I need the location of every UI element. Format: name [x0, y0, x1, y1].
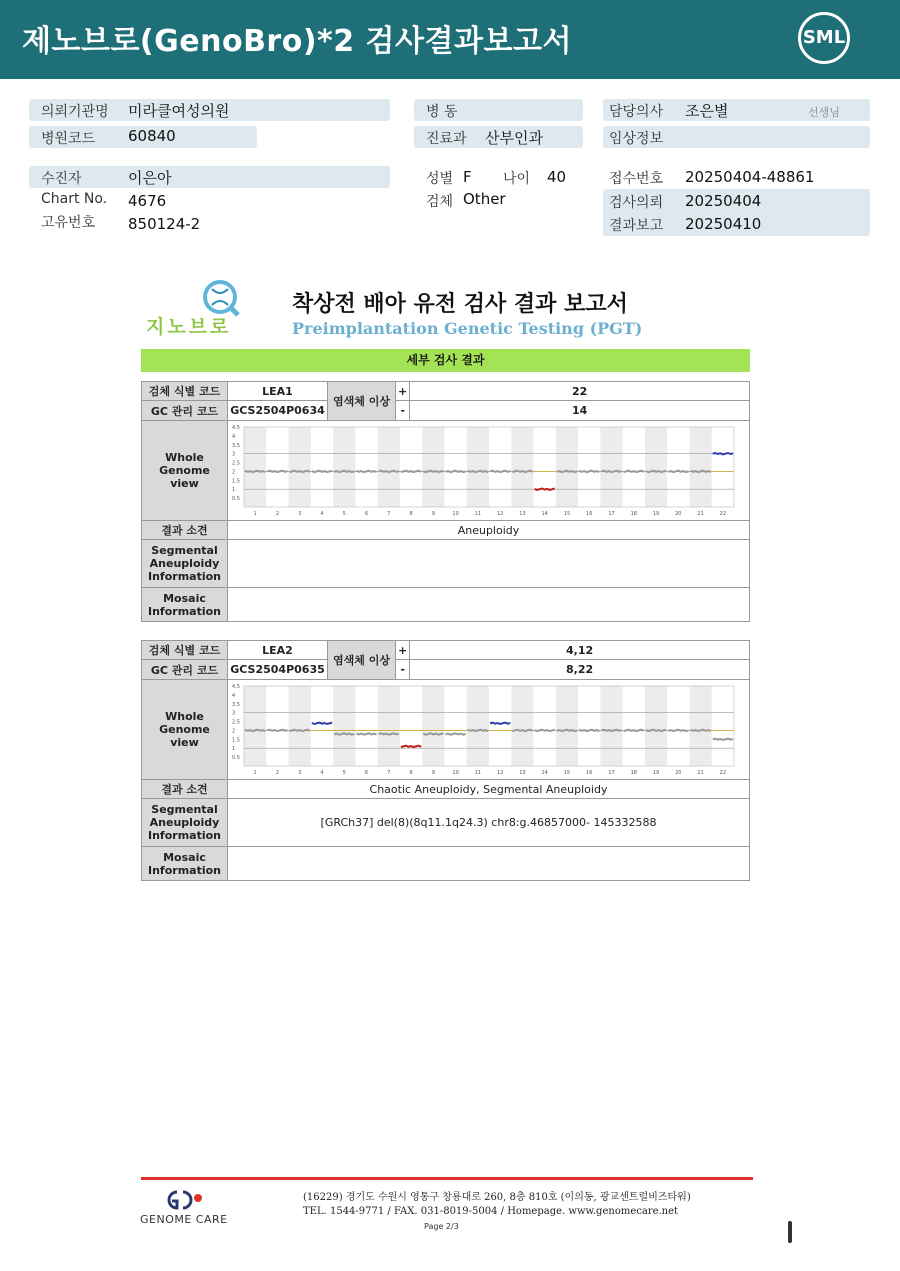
chart-no-value: 4676 [128, 192, 167, 210]
normal-segment [356, 471, 376, 472]
normal-segment [467, 730, 487, 731]
sample-table-1 [141, 381, 750, 622]
address-line: (16229) 경기도 수원시 영통구 창룡대로 260, 8층 810호 (이의동, 광교센트럴비즈타워) [303, 1192, 691, 1203]
result-value: Aneuploidy [228, 521, 750, 540]
y-tick-label: 1 [231, 746, 235, 753]
y-tick-label: 0.5 [231, 496, 240, 503]
chart-no-label: Chart No. [41, 191, 108, 207]
chromosome-label: 1 [253, 770, 257, 776]
specimen-code-value: LEA1 [228, 382, 328, 401]
sample-table-2 [141, 640, 750, 881]
normal-segment [289, 730, 309, 731]
y-tick-label: 4 [231, 433, 235, 440]
chromosome-band [511, 427, 533, 507]
chromosome-band [511, 686, 533, 766]
mosaic-label: Mosaic Information [142, 847, 228, 881]
ward-label: 병 동 [426, 104, 458, 120]
y-tick-label: 2.5 [231, 460, 240, 467]
mosaic-label: Mosaic Information [142, 588, 228, 622]
doctor-label: 담당의사 [609, 104, 664, 120]
chromosome-label: 16 [585, 511, 592, 517]
y-tick-label: 3.5 [231, 442, 240, 449]
specimen-label: 검체 [426, 194, 454, 210]
gc-code-label: GC 관리 코드 [142, 401, 228, 421]
chromosome-label: 2 [275, 770, 279, 776]
chromosome-band [555, 427, 577, 507]
department-label: 진료과 [426, 131, 467, 147]
y-tick-label: 3 [231, 451, 235, 458]
contact-line: TEL. 1544-9771 / FAX. 031-8019-5004 / Homepage. www.genomecare.net [303, 1206, 679, 1217]
page-number: Page 2/3 [424, 1222, 459, 1231]
whole-genome-label: Whole Genome view [142, 421, 228, 521]
chromosome-band [377, 427, 399, 507]
normal-segment [445, 733, 465, 734]
chromosome-label: 20 [674, 511, 682, 517]
normal-segment [356, 733, 376, 734]
result-label: 결과 소견 [142, 780, 228, 799]
scroll-marker [788, 1221, 792, 1243]
clinical-label: 임상정보 [609, 131, 664, 147]
chromosome-band [600, 686, 622, 766]
loss-value: 14 [410, 401, 750, 421]
y-tick-label: 4 [231, 692, 235, 699]
report-date-value: 20250410 [685, 215, 762, 233]
chromosome-label: 17 [607, 770, 615, 776]
request-date-label: 검사의뢰 [609, 195, 664, 211]
specimen-value: Other [463, 190, 506, 208]
header-bar [0, 0, 900, 79]
normal-segment [467, 471, 487, 472]
normal-segment [690, 471, 710, 472]
chromosome-label: 8 [408, 770, 413, 776]
patient-name-row [29, 166, 390, 188]
normal-segment [289, 471, 309, 472]
sml-logo: SML [798, 12, 850, 64]
chromosome-band [644, 686, 666, 766]
whole-genome-chart-1 [230, 421, 748, 517]
chrom-abn-label: 염색체 이상 [328, 382, 396, 421]
receipt-value: 20250404-48861 [685, 168, 815, 186]
report-date-label: 결과보고 [609, 218, 664, 234]
gain-sign: + [396, 382, 410, 401]
segmental-value [228, 540, 750, 588]
normal-segment [579, 471, 599, 472]
chromosome-label: 14 [540, 770, 548, 776]
chromosome-label: 12 [496, 511, 503, 517]
chromosome-band [244, 686, 266, 766]
gain-value: 22 [410, 382, 750, 401]
normal-segment [267, 730, 287, 731]
chromosome-band [466, 427, 488, 507]
chromosome-label: 8 [408, 511, 413, 517]
genome-care-logo-icon [161, 1188, 205, 1212]
chromosome-label: 21 [696, 511, 704, 517]
loss-segment [400, 746, 420, 747]
chromosome-label: 5 [342, 511, 346, 517]
doctor-value: 조은별 [685, 102, 729, 120]
hospital-code-label: 병원코드 [41, 131, 96, 147]
loss-value: 8,22 [410, 660, 750, 680]
company-name: GENOME CARE [140, 1213, 228, 1226]
chromosome-label: 6 [364, 770, 368, 776]
chromosome-band [244, 427, 266, 507]
y-tick-label: 0.5 [231, 755, 240, 762]
segmental-label: Segmental Aneuploidy Information [142, 799, 228, 847]
loss-segment [534, 489, 554, 490]
age-label: 나이 [503, 171, 531, 187]
chromosome-label: 19 [652, 770, 659, 776]
specimen-code-value: LEA2 [228, 641, 328, 660]
hospital-code-value: 60840 [128, 127, 176, 145]
segmental-label: Segmental Aneuploidy Information [142, 540, 228, 588]
normal-segment [311, 471, 331, 472]
whole-genome-chart-2 [230, 680, 748, 776]
pgt-title: 착상전 배아 유전 검사 결과 보고서 [292, 292, 628, 317]
chromosome-label: 16 [585, 770, 592, 776]
chromosome-label: 6 [364, 511, 368, 517]
chromosome-label: 17 [607, 511, 615, 517]
institution-label: 의뢰기관명 [41, 104, 109, 120]
specimen-code-label: 검체 식별 코드 [142, 382, 228, 401]
y-tick-label: 1.5 [231, 737, 240, 744]
gain-segment [712, 453, 732, 454]
chromosome-label: 9 [431, 511, 435, 517]
request-date-value: 20250404 [685, 192, 762, 210]
gain-value: 4,12 [410, 641, 750, 660]
whole-genome-label: Whole Genome view [142, 680, 228, 780]
chromosome-band [555, 686, 577, 766]
footer-divider [141, 1177, 753, 1180]
chromosome-label: 7 [386, 770, 390, 776]
chromosome-label: 7 [386, 511, 390, 517]
chromosome-band [644, 427, 666, 507]
loss-sign: - [396, 660, 410, 680]
chromosome-band [422, 427, 444, 507]
segmental-value: [GRCh37] del(8)(8q11.1q24.3) chr8:g.46857000- 145332588 [228, 799, 750, 847]
chromosome-label: 3 [297, 770, 301, 776]
chromosome-label: 10 [451, 511, 459, 517]
chromosome-band [600, 427, 622, 507]
chromosome-label: 11 [474, 511, 481, 517]
y-tick-label: 1 [231, 487, 235, 494]
footer-address [303, 1191, 691, 1219]
chromosome-label: 15 [563, 511, 570, 517]
chromosome-label: 2 [275, 511, 279, 517]
chromosome-band [377, 686, 399, 766]
y-tick-label: 2.5 [231, 719, 240, 726]
chromosome-label: 12 [496, 770, 503, 776]
chromosome-label: 9 [431, 770, 435, 776]
chromosome-band [288, 686, 310, 766]
chromosome-label: 4 [319, 511, 324, 517]
chromosome-label: 1 [253, 511, 257, 517]
gain-sign: + [396, 641, 410, 660]
unique-id-label: 고유번호 [41, 215, 96, 231]
chromosome-label: 13 [518, 770, 526, 776]
normal-segment [490, 471, 510, 472]
normal-segment [267, 471, 287, 472]
genobro-logo-text: 지노브로 [146, 316, 232, 338]
chromosome-band [288, 427, 310, 507]
chromosome-label: 21 [696, 770, 704, 776]
sex-label: 성별 [426, 171, 454, 187]
chromosome-band [333, 427, 355, 507]
gain-segment [490, 723, 510, 724]
result-value: Chaotic Aneuploidy, Segmental Aneuploidy [228, 780, 750, 799]
y-tick-label: 3 [231, 710, 235, 717]
pgt-subtitle: Preimplantation Genetic Testing (PGT) [292, 319, 643, 338]
chromosome-label: 10 [451, 770, 459, 776]
chromosome-label: 22 [719, 770, 726, 776]
normal-segment [534, 730, 554, 731]
normal-segment [245, 730, 265, 731]
normal-segment [712, 739, 732, 740]
mosaic-value [228, 588, 750, 622]
normal-segment [690, 730, 710, 731]
loss-sign: - [396, 401, 410, 421]
department-value: 산부인과 [485, 129, 543, 147]
chromosome-band [689, 686, 711, 766]
chromosome-band [689, 427, 711, 507]
chromosome-label: 20 [674, 770, 682, 776]
normal-segment [579, 730, 599, 731]
report-title: 제노브로(GenoBro)*2 검사결과보고서 [22, 24, 572, 59]
sex-value: F [463, 168, 472, 186]
normal-segment [245, 471, 265, 472]
y-tick-label: 2 [231, 728, 235, 735]
patient-name-label: 수진자 [41, 171, 82, 187]
chromosome-band [466, 686, 488, 766]
gain-segment [311, 723, 331, 724]
chromosome-label: 22 [719, 511, 726, 517]
chromosome-label: 5 [342, 770, 346, 776]
chromosome-label: 19 [652, 511, 659, 517]
chromosome-label: 11 [474, 770, 481, 776]
chromosome-band [422, 686, 444, 766]
y-tick-label: 4.5 [231, 684, 240, 690]
specimen-code-label: 검체 식별 코드 [142, 641, 228, 660]
patient-name-value: 이은아 [128, 169, 172, 187]
chromosome-label: 13 [518, 511, 526, 517]
result-label: 결과 소견 [142, 521, 228, 540]
chromosome-label: 14 [540, 511, 548, 517]
institution-value: 미라클여성의원 [128, 102, 230, 120]
unique-id-value: 850124-2 [128, 215, 201, 233]
age-value: 40 [547, 168, 567, 186]
chromosome-label: 18 [630, 770, 637, 776]
section-header: 세부 검사 결과 [141, 349, 750, 372]
y-tick-label: 3.5 [231, 701, 240, 708]
receipt-label: 접수번호 [609, 171, 664, 187]
chromosome-label: 18 [630, 511, 637, 517]
gc-code-value: GCS2504P0634 [228, 401, 328, 421]
chromosome-label: 4 [319, 770, 324, 776]
gc-code-value: GCS2504P0635 [228, 660, 328, 680]
gc-code-label: GC 관리 코드 [142, 660, 228, 680]
chromosome-label: 15 [563, 770, 570, 776]
mosaic-value [228, 847, 750, 881]
chromosome-label: 3 [297, 511, 301, 517]
chrom-abn-label: 염색체 이상 [328, 641, 396, 680]
chromosome-band [333, 686, 355, 766]
y-tick-label: 1.5 [231, 478, 240, 485]
doctor-suffix: 선생님 [808, 106, 840, 119]
y-tick-label: 2 [231, 469, 235, 476]
y-tick-label: 4.5 [231, 425, 240, 431]
